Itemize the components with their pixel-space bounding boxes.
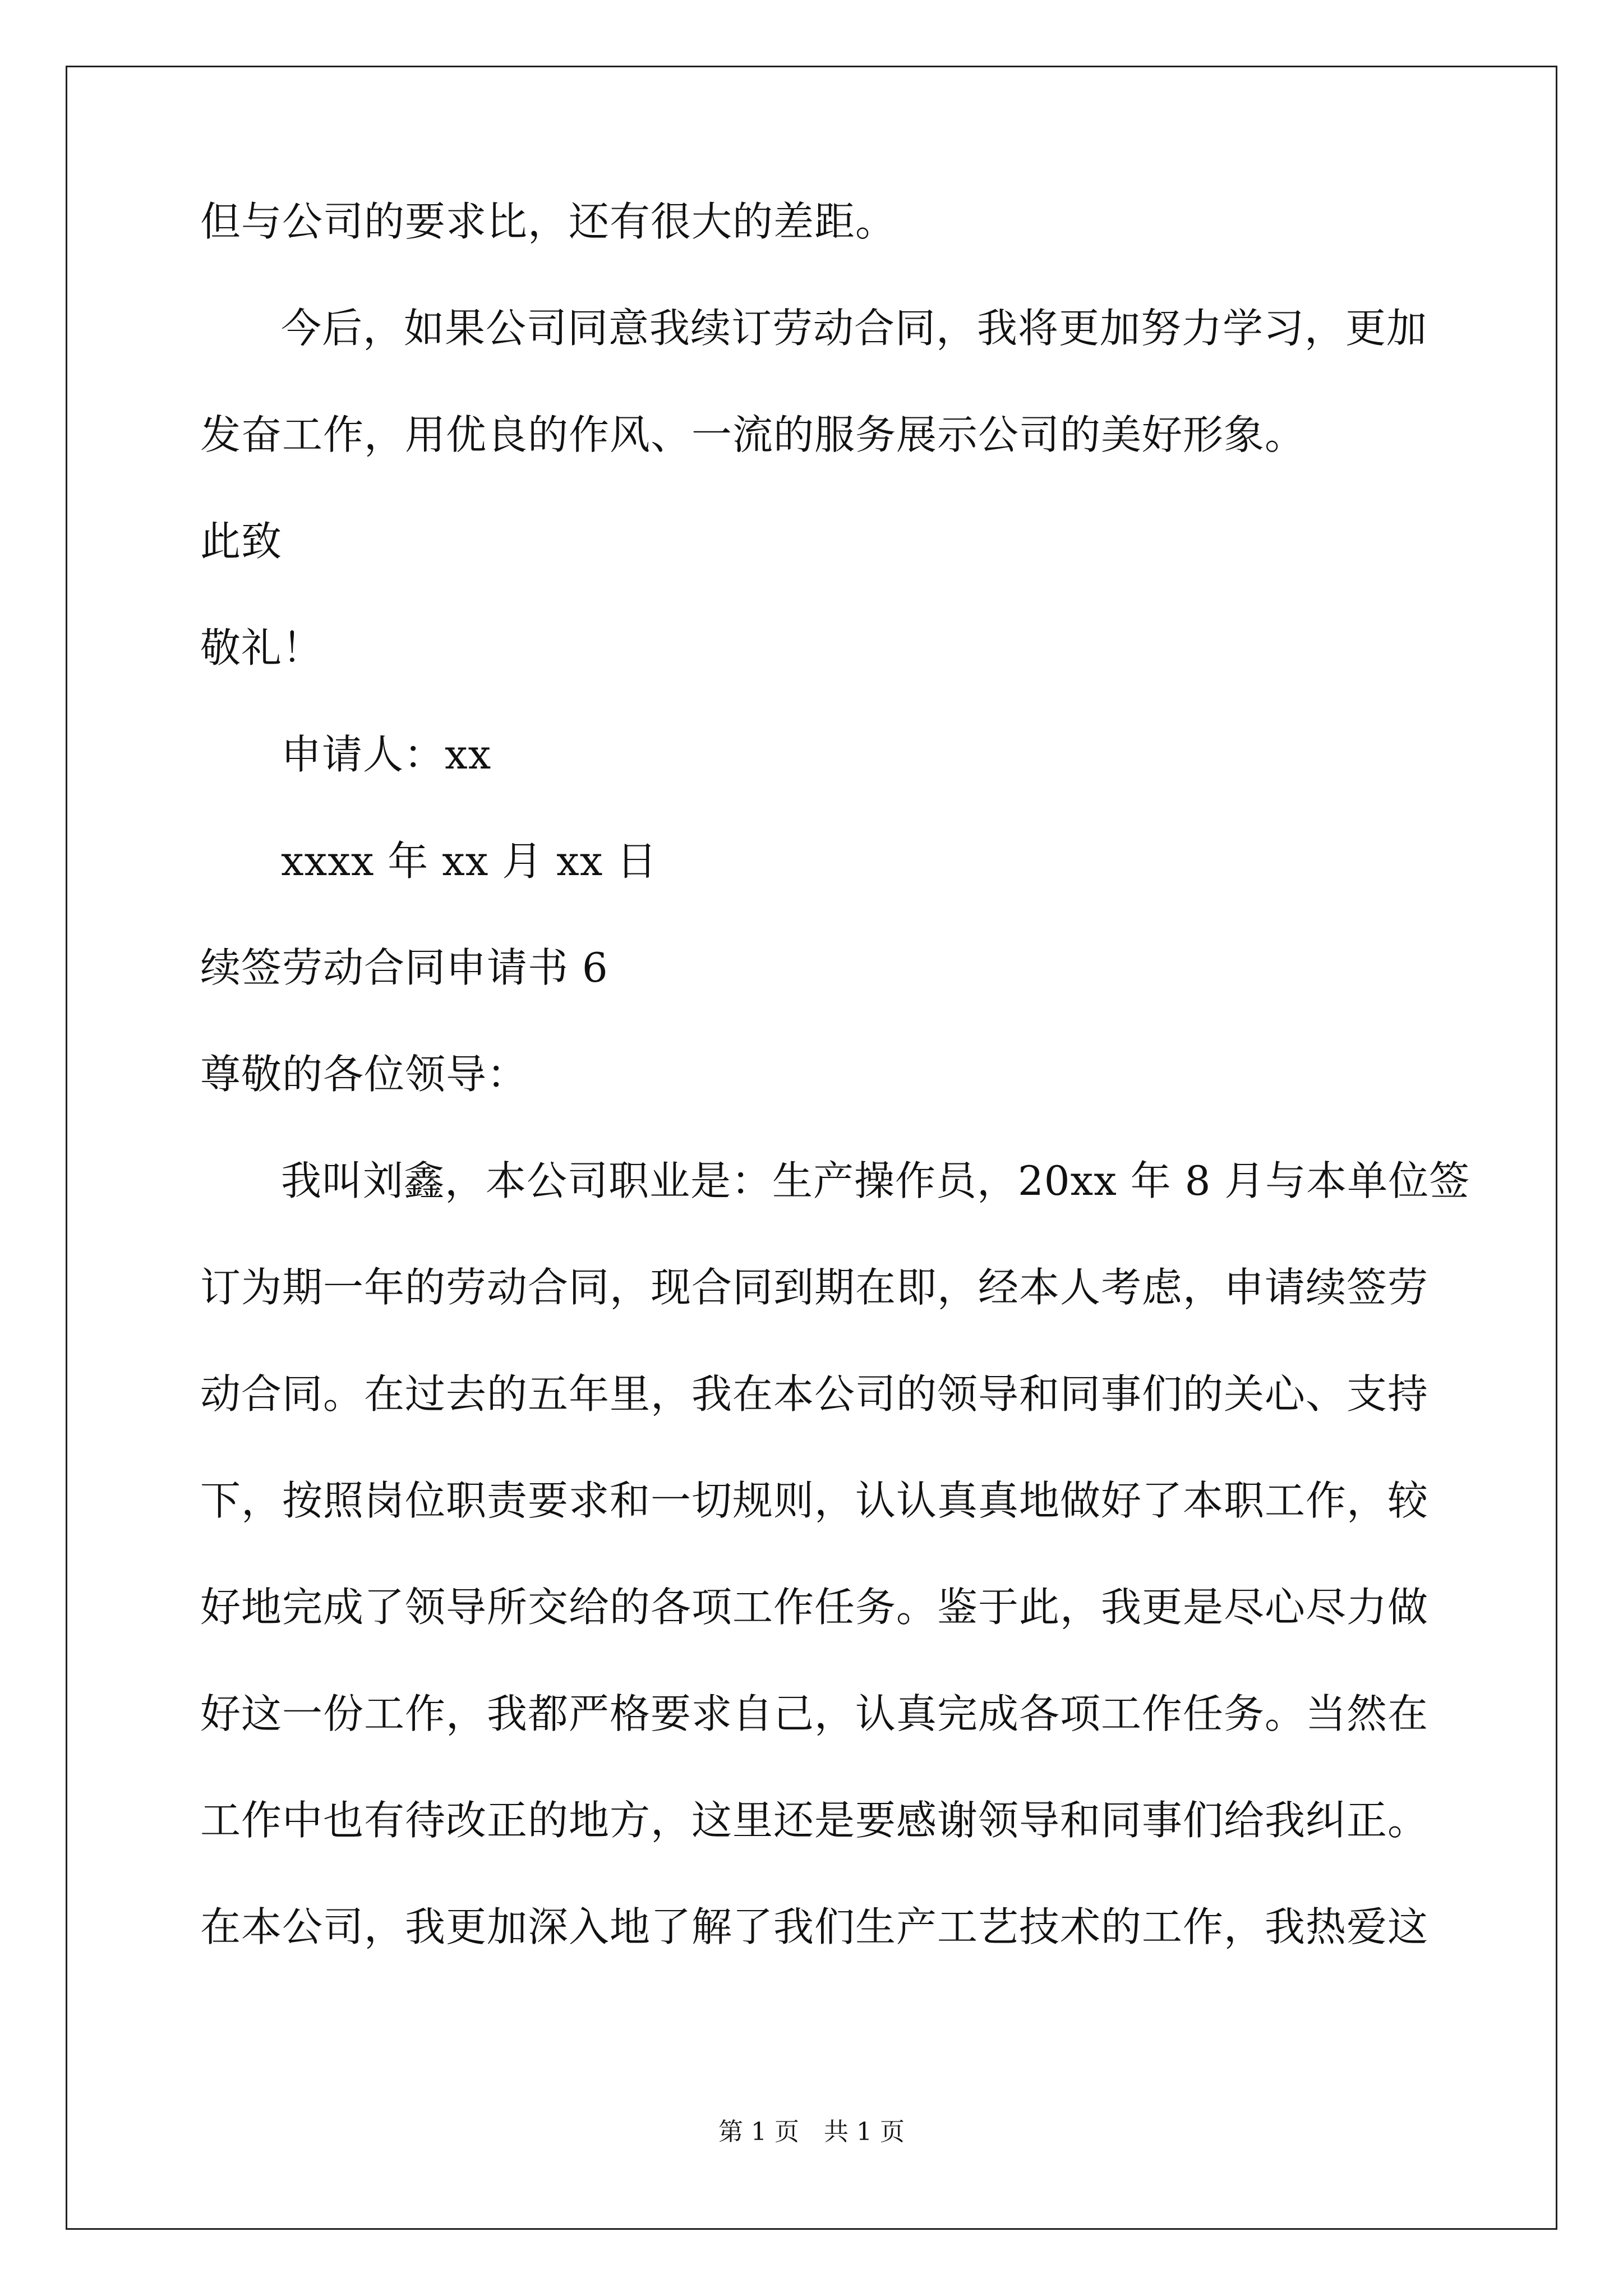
text-line-13: 下，按照岗位职责要求和一切规则，认认真真地做好了本职工作，较 [200,1477,1429,1524]
salutation-regards: 敬礼！ [200,624,324,671]
text-line-17: 在本公司，我更加深入地了解了我们生产工艺技术的工作，我热爱这 [200,1903,1429,1950]
applicant-name: 申请人：xx [281,731,492,778]
text-line-14: 好地完成了领导所交给的各项工作任务。鉴于此，我更是尽心尽力做 [200,1584,1429,1631]
text-line-15: 好这一份工作，我都严格要求自己，认真完成各项工作任务。当然在 [200,1690,1429,1737]
section-title: 续签劳动合同申请书 6 [200,944,608,991]
text-line-11: 订为期一年的劳动合同，现合同到期在即，经本人考虑，申请续签劳 [200,1264,1429,1311]
salutation-closing: 此致 [200,518,283,565]
text-line-1: 但与公司的要求比，还有很大的差距。 [200,198,897,245]
greeting: 尊敬的各位领导： [200,1051,528,1098]
application-date: xxxx 年 xx 月 xx 日 [281,838,658,885]
text-line-3: 发奋工作，用优良的作风、一流的服务展示公司的美好形象。 [200,411,1306,458]
paragraph-intro: 我叫刘鑫，本公司职业是：生产操作员，20xx 年 8 月与本单位签 [281,1157,1470,1204]
paragraph-closing-promise: 今后，如果公司同意我续订劳动合同，我将更加努力学习，更加 [281,305,1428,352]
text-line-12: 动合同。在过去的五年里，我在本公司的领导和同事们的关心、支持 [200,1370,1429,1418]
text-line-16: 工作中也有待改正的地方，这里还是要感谢领导和同事们给我纠正。 [200,1797,1429,1844]
page-number-footer: 第 1 页 共 1 页 [718,2118,905,2146]
